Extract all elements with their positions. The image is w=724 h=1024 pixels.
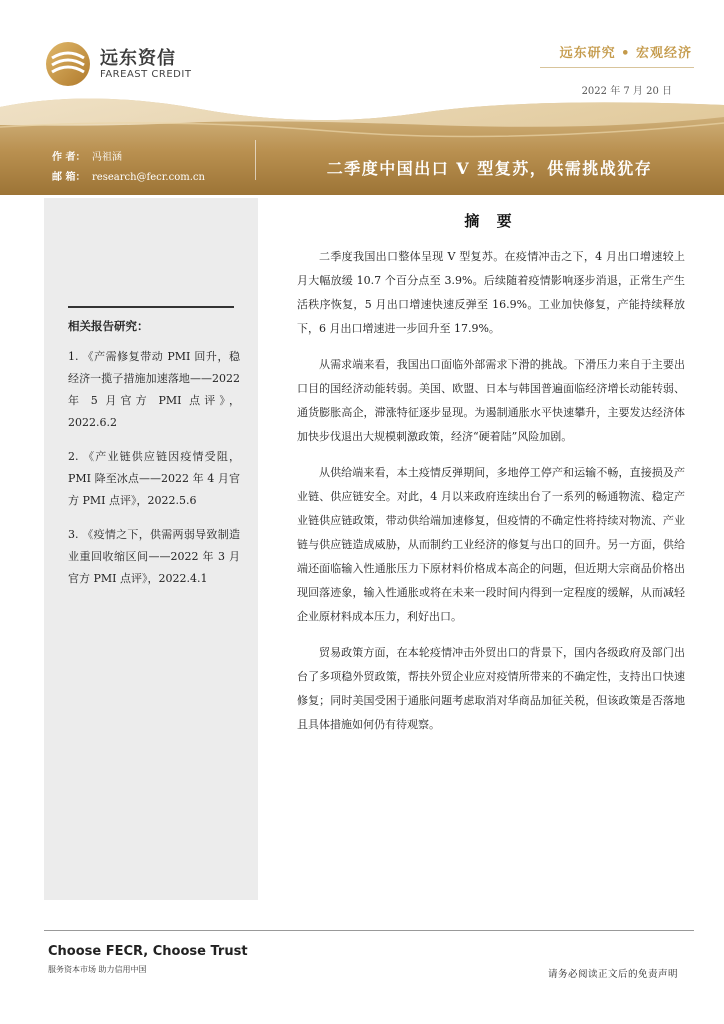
sidebar-divider bbox=[68, 306, 234, 308]
header-divider bbox=[540, 67, 694, 68]
logo-english-name: FAREAST CREDIT bbox=[100, 69, 192, 80]
abstract-section bbox=[297, 210, 685, 749]
related-reports-list bbox=[68, 346, 240, 602]
email-label: 邮 箱： bbox=[52, 172, 86, 183]
related-report-item[interactable]: 3. 《疫情之下，供需两弱导致制造业重回收缩区间——2022 年 3 月官方 PMI 点评》，2022.4.1 bbox=[68, 528, 240, 585]
footer-slogan: Choose FECR, Choose Trust bbox=[48, 944, 248, 959]
footer-subslogan: 服务资本市场 助力信用中国 bbox=[48, 965, 147, 974]
research-category: 远东研究 • 宏观经济 bbox=[559, 46, 692, 61]
report-date: 2022 年 7 月 20 日 bbox=[581, 86, 672, 97]
author-info bbox=[52, 148, 205, 188]
logo-chinese-name: 远东资信 bbox=[100, 48, 176, 69]
fecr-logo-icon bbox=[44, 40, 92, 88]
related-reports-heading: 相关报告研究： bbox=[68, 319, 149, 333]
report-title: 二季度中国出口 V 型复苏，供需挑战犹存 bbox=[326, 159, 653, 178]
abstract-paragraph: 从供给端来看，本土疫情反弹期间，多地停工停产和运输不畅，直接损及产业链、供应链安全。对此，4 月以来政府连续出台了一系列的畅通物流、稳定产业链供应链政策，带动供给端加速修复，但疫情的不确定性将持续对物流、产业链与供应链造成威胁，从而制约工业经济的修复与出口的回升。另一方面，供给端还面临输入性通胀压力下原材料价格成本高企的问题，但近期大宗商品价格出现回落迹象，输入性通胀或将在未来一段时间内得到一定程度的缓解，从而减轻企业原材料成本压力，利好出口。 bbox=[297, 466, 685, 623]
abstract-paragraph: 从需求端来看，我国出口面临外部需求下滑的挑战。下滑压力来自于主要出口目的国经济动能转弱。美国、欧盟、日本与韩国普遍面临经济增长动能转弱、通货膨胀高企，滞涨特征逐步显现。为遏制通胀水平快速攀升，主要发达经济体加快步伐退出大规模刺激政策，经济“硬着陆”风险加剧。 bbox=[297, 358, 685, 443]
author-label: 作 者： bbox=[52, 152, 86, 163]
footer-divider bbox=[44, 930, 694, 931]
abstract-title: 摘 要 bbox=[464, 212, 518, 230]
related-reports-sidebar bbox=[44, 198, 258, 900]
fecr-logo bbox=[44, 40, 254, 90]
disclaimer-note: 请务必阅读正文后的免责声明 bbox=[547, 969, 678, 980]
related-report-item[interactable]: 2. 《产业链供应链因疫情受阻，PMI 降至冰点——2022 年 4 月官方 PMI 点评》，2022.5.6 bbox=[68, 450, 240, 507]
author-name: 冯祖涵 bbox=[92, 152, 122, 163]
related-report-item[interactable]: 1. 《产需修复带动 PMI 回升，稳经济一揽子措施加速落地——2022 年 5 月官方 PMI 点评》，2022.6.2 bbox=[68, 350, 240, 429]
abstract-paragraph: 二季度我国出口整体呈现 V 型复苏。在疫情冲击之下，4 月出口增速较上月大幅放缓 10.7 个百分点至 3.9%。后续随着疫情影响逐步消退，正常生产生活秩序恢复，5 月出口增速快速反弹至 16.9%。工业加快修复，产能持续释放下，6 月出口增速进一步回升至 17.9%。 bbox=[297, 250, 685, 335]
author-email[interactable]: research@fecr.com.cn bbox=[92, 172, 205, 183]
abstract-paragraph: 贸易政策方面，在本轮疫情冲击外贸出口的背景下，国内各级政府及部门出台了多项稳外贸政策，帮扶外贸企业应对疫情所带来的不确定性，支持出口快速修复；同时美国受困于通胀问题考虑取消对华商品加征关税，但该政策是否落地且具体措施如何仍有待观察。 bbox=[297, 646, 685, 731]
